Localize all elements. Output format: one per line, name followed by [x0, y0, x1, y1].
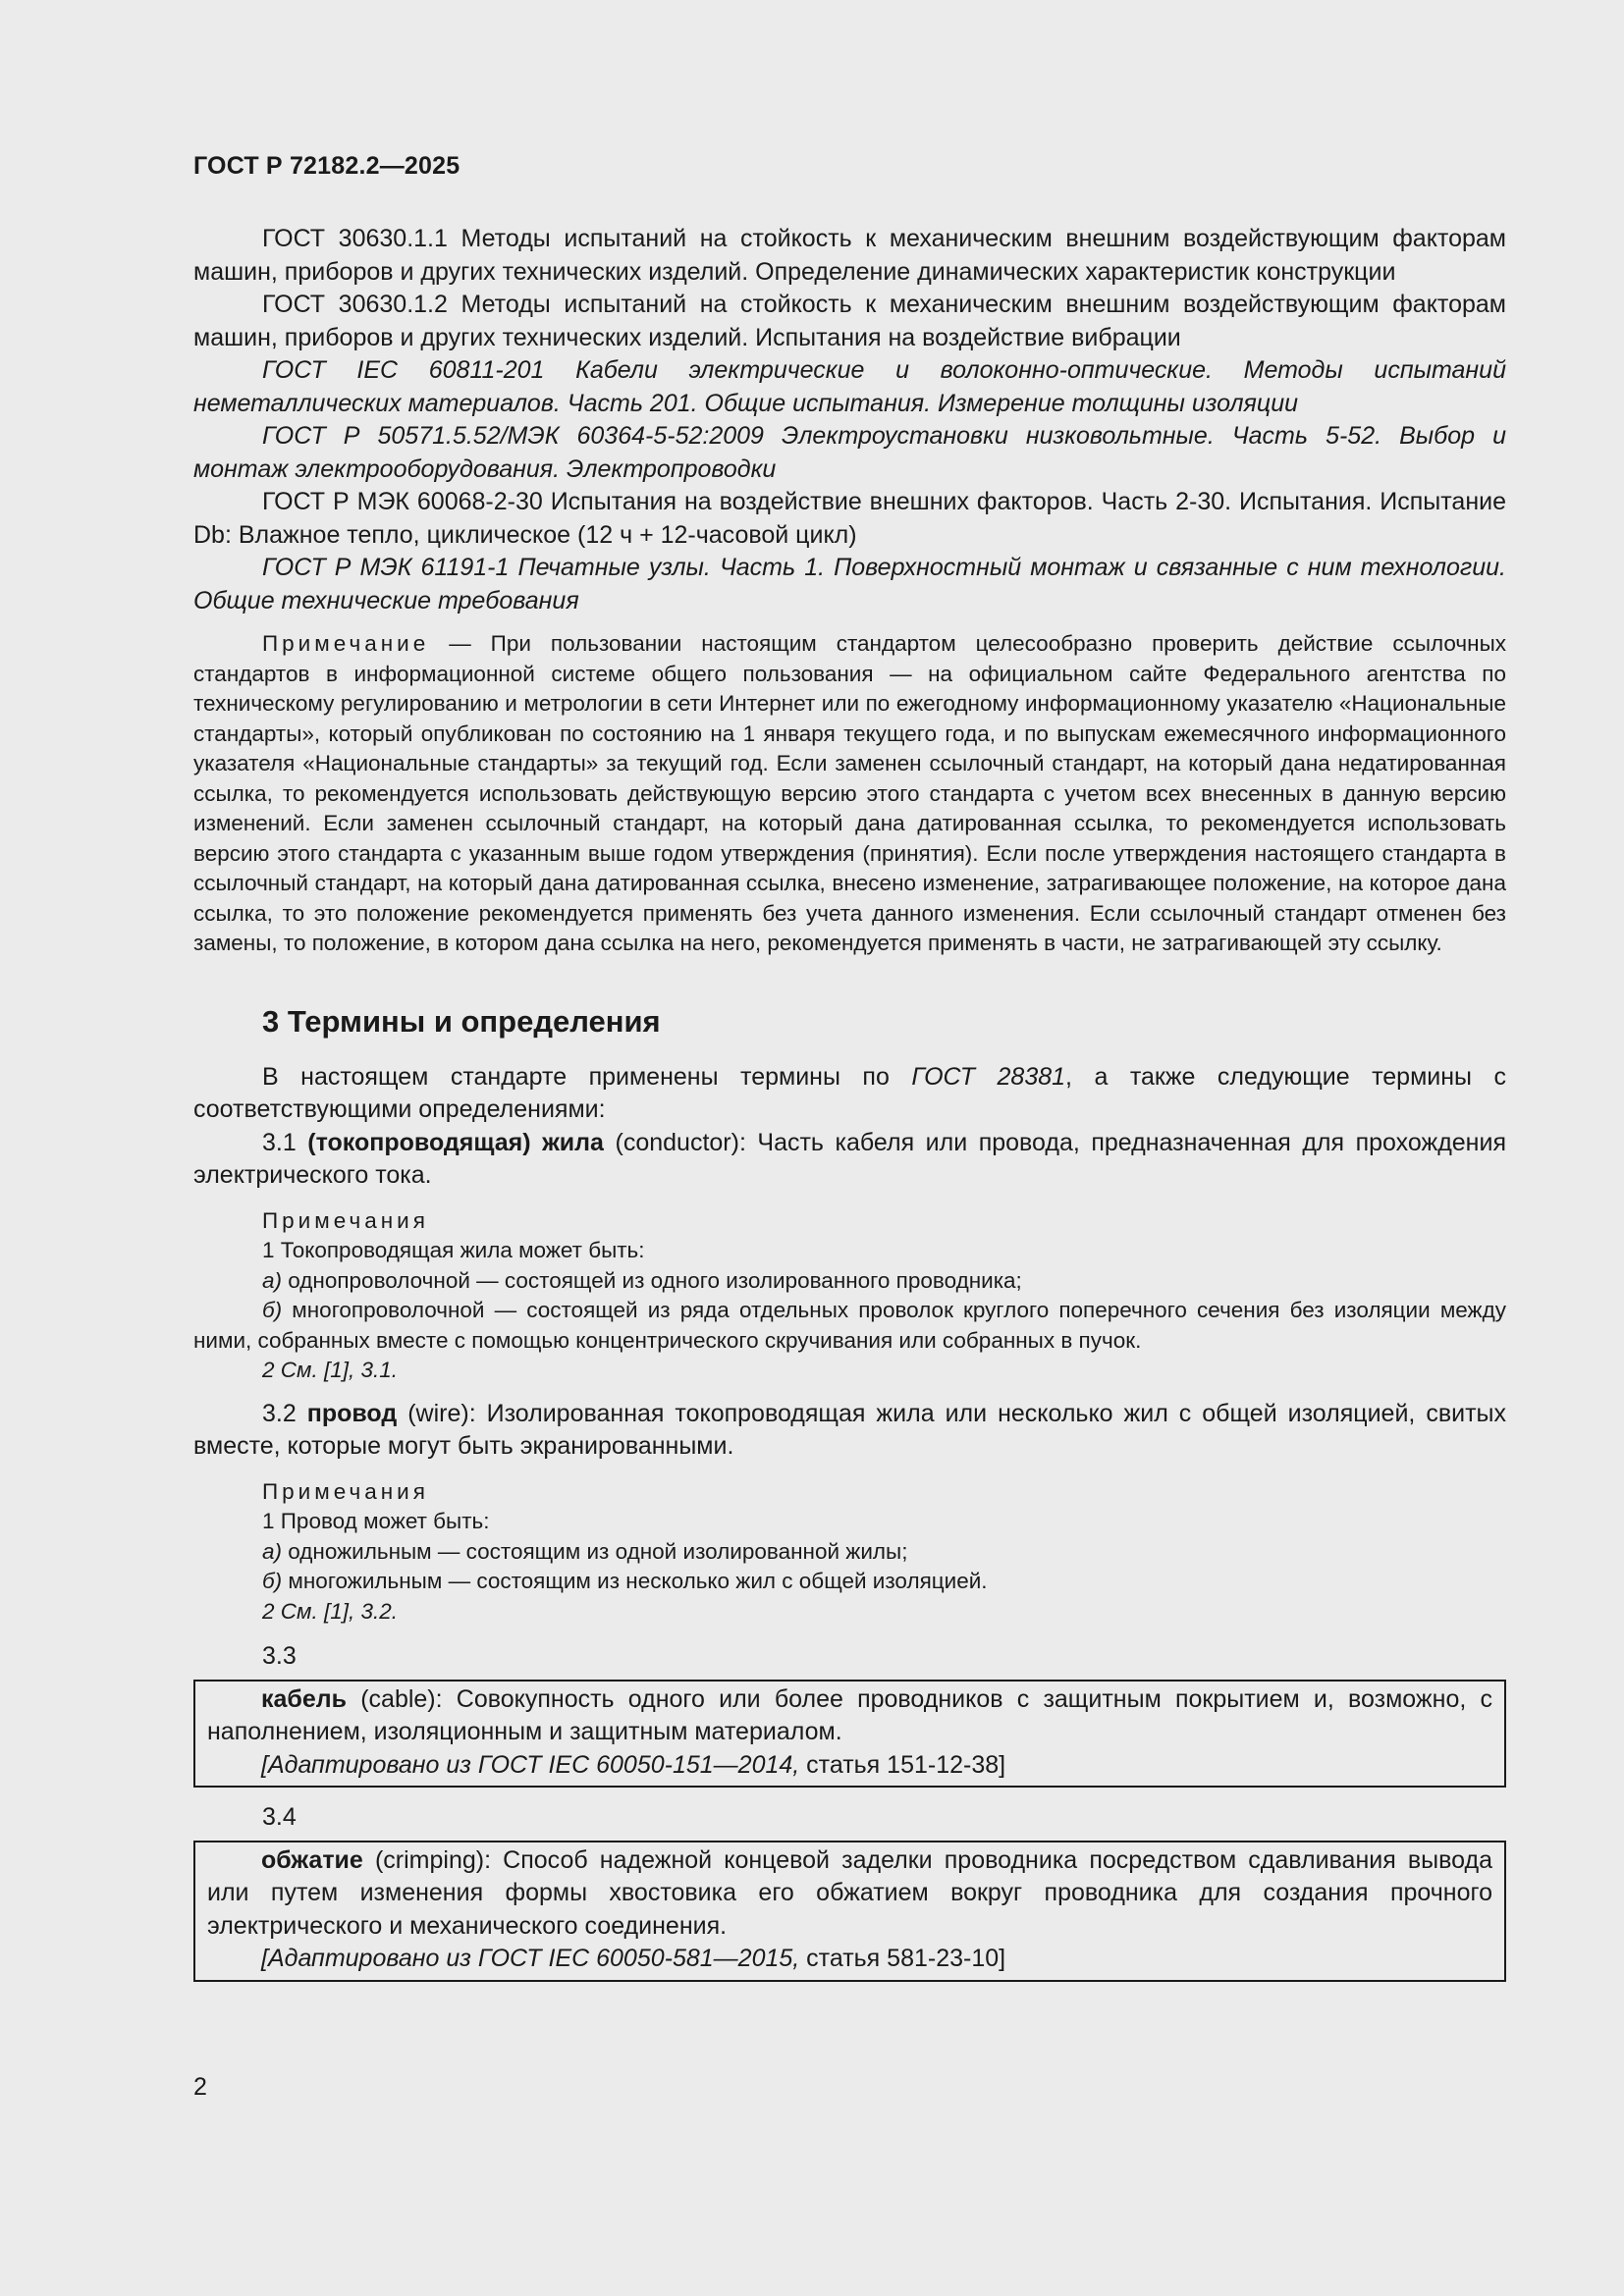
- reference-item: ГОСТ 30630.1.2 Методы испытаний на стойкость к механическим внешним воздействующим факторам машин, приборов и других технических изделий. Испытания на воздействие вибрации: [193, 291, 1506, 351]
- term-number: 3.2: [262, 1399, 307, 1427]
- note-line: 2 См. [1], 3.2.: [262, 1598, 398, 1624]
- term-3-2: [193, 1398, 1506, 1464]
- term-box-3-3: [193, 1680, 1506, 1789]
- note-line: [193, 1296, 1506, 1356]
- page-number: 2: [193, 2073, 207, 2101]
- reference-note: [193, 629, 1506, 959]
- term-source: [207, 1943, 1492, 1976]
- reference-item: ГОСТ Р МЭК 61191-1 Печатные узлы. Часть 1. Поверхностный монтаж и связанные с ним технологии. Общие технические требования: [193, 554, 1506, 614]
- term-name: провод: [306, 1399, 398, 1427]
- term-number: 3.3: [262, 1642, 297, 1670]
- term-definition: (conductor): Часть кабеля или провода, предназначенная для прохождения электрического тока.: [193, 1128, 1506, 1189]
- intro-reference: ГОСТ 28381: [911, 1062, 1066, 1091]
- note-line: 1 Провод может быть:: [262, 1509, 490, 1533]
- term-definition: (cable): Совокупность одного или более проводников с защитным покрытием и, возможно, с наполнением, изоляционным и защитным материалом.: [207, 1684, 1492, 1745]
- term-definition-line: [207, 1844, 1492, 1944]
- term-name: (токопроводящая) жила: [307, 1128, 604, 1156]
- source-article: статья 581-23-10]: [799, 1945, 1006, 1972]
- source-reference: [Адаптировано из ГОСТ IEC 60050-581—2015,: [261, 1945, 800, 1972]
- list-marker: а): [262, 1267, 283, 1293]
- reference-item: ГОСТ Р 50571.5.52/МЭК 60364-5-52:2009 Электроустановки низковольтные. Часть 5-52. Выбор и монтаж электрооборудования. Электропроводки: [193, 422, 1506, 483]
- page-content: [193, 223, 1506, 1982]
- note-line: 1 Токопроводящая жила может быть:: [262, 1238, 645, 1262]
- list-marker: а): [262, 1538, 283, 1564]
- term-definition-line: [207, 1683, 1492, 1749]
- intro-text: В настоящем стандарте применены термины по: [262, 1062, 912, 1091]
- list-marker: б): [262, 1569, 283, 1593]
- reference-item: ГОСТ IEC 60811-201 Кабели электрические и волоконно-оптические. Методы испытаний неметаллических материалов. Часть 201. Общие испытания. Измерение толщины изоляции: [193, 356, 1506, 417]
- term-number: 3.1: [262, 1128, 308, 1156]
- term-name: кабель: [261, 1684, 348, 1713]
- term-notes: [193, 1477, 1506, 1628]
- term-definition: (crimping): Способ надежной концевой заделки проводника посредством сдавливания вывода или путем изменения формы хвостовика его обжатием вокруг проводника для создания прочного электрического и механического соединения.: [207, 1845, 1492, 1940]
- term-source: [207, 1749, 1492, 1783]
- term-name: обжатие: [261, 1845, 363, 1874]
- notes-label: Примечания: [262, 1478, 429, 1504]
- document-header: ГОСТ Р 72182.2—2025: [193, 152, 460, 180]
- term-number: 3.4: [262, 1803, 297, 1831]
- note-line: 2 См. [1], 3.1.: [262, 1358, 398, 1382]
- note-line: [193, 1537, 1506, 1568]
- reference-item: ГОСТ 30630.1.1 Методы испытаний на стойкость к механическим внешним воздействующим факторам машин, приборов и других технических изделий. Определение динамических характеристик конструкции: [193, 225, 1506, 286]
- note-line: [193, 1266, 1506, 1297]
- list-marker: б): [262, 1298, 283, 1322]
- term-box-3-4: [193, 1841, 1506, 1982]
- source-reference: [Адаптировано из ГОСТ IEC 60050-151—2014,: [261, 1750, 800, 1779]
- intro-text: , а также следующие термины с соответствующими определениями:: [193, 1062, 1506, 1123]
- term-3-1: [193, 1127, 1506, 1193]
- note-text: — При пользовании настоящим стандартом целесообразно проверить действие ссылочных стандартов в информационной системе общего пользования — на официальном сайте Федерального агентства по техническому регулированию и метрологии в сети Интернет или по ежегодному информационному указателю «Национальные стандарты», который опубликован по состоянию на 1 января текущего года, и по выпускам ежемесячного информационного указателя «Национальные стандарты» за текущий год. Если заменен ссылочный стандарт, на который дана недатированная ссылка, то рекомендуется использовать действующую версию этого стандарта с учетом всех внесенных в данную версию изменений. Если заменен ссылочный стандарт, на который дана датированная ссылка, то рекомендуется использовать версию этого стандарта с указанным выше годом утверждения (принятия). Если после утверждения настоящего стандарта в ссылочный стандарт, на который дана датированная ссылка, внесено изменение, затрагивающее положение, на которое дана ссылка, то это положение рекомендуется применять без учета данного изменения. Если ссылочный стандарт отменен без замены, то положение, в котором дана ссылка на него, рекомендуется применять в части, не затрагивающей эту ссылку.: [193, 631, 1506, 955]
- section-title: 3 Термины и определения: [262, 1003, 661, 1039]
- reference-item: ГОСТ Р МЭК 60068-2-30 Испытания на воздействие внешних факторов. Часть 2-30. Испытания. Испытание Db: Влажное тепло, циклическое (12 ч + 12-часовой цикл): [193, 488, 1506, 549]
- note-label: Примечание: [262, 631, 430, 656]
- term-definition: (wire): Изолированная токопроводящая жила или несколько жил с общей изоляцией, свитых вместе, которые могут быть экранированными.: [193, 1399, 1506, 1460]
- note-text: однопроволочной — состоящей из одного изолированного проводника;: [282, 1267, 1022, 1293]
- term-notes: [193, 1206, 1506, 1386]
- note-text: многопроволочной — состоящей из ряда отдельных проволок круглого поперечного сечения без изоляции между ними, собранных вместе с помощью концентрического скручивания или собранных в пучок.: [193, 1298, 1506, 1353]
- note-text: многожильным — состоящим из несколько жил с общей изоляцией.: [282, 1569, 988, 1593]
- notes-label: Примечания: [262, 1207, 429, 1233]
- section-intro: [193, 1061, 1506, 1127]
- note-text: одножильным — состоящим из одной изолированной жилы;: [282, 1538, 908, 1564]
- source-article: статья 151-12-38]: [799, 1750, 1006, 1779]
- note-line: [193, 1567, 1506, 1597]
